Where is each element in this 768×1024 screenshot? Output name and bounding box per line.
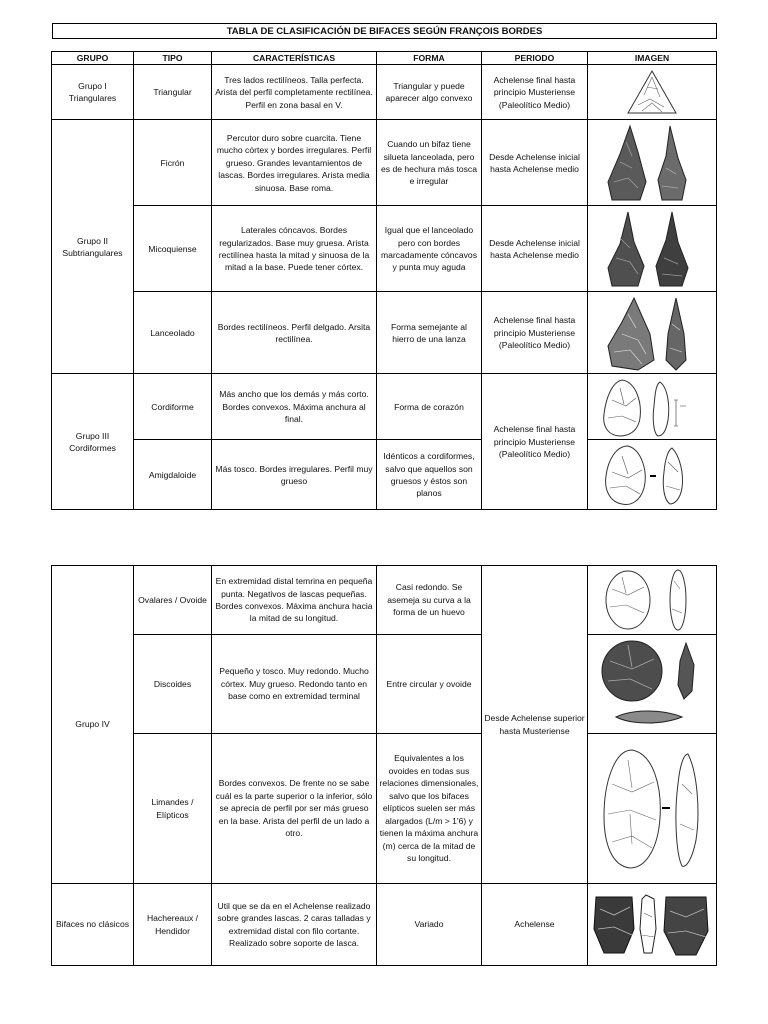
forma-cell: Triangular y puede aparecer algo convexo	[377, 65, 482, 120]
discoide-biface-photo-icon	[592, 637, 712, 731]
caracteristicas-cell: Tres lados rectilíneos. Talla perfecta. Arista del perfil completamente rectilínea. Perfil en zona basal en V.	[212, 65, 377, 120]
periodo-cell: Desde Achelense inicial hasta Achelense medio	[482, 120, 588, 206]
triangular-biface-drawing-icon	[592, 67, 712, 117]
forma-cell: Variado	[377, 884, 482, 966]
hendidor-biface-drawing-icon	[590, 889, 714, 961]
header-tipo: TIPO	[134, 52, 212, 65]
forma-cell: Casi redondo. Se asemeja su curva a la forma de un huevo	[377, 566, 482, 635]
tipo-cell: Lanceolado	[134, 292, 212, 374]
lanceolado-biface-photo-icon	[592, 294, 712, 372]
group-cell: Grupo I Triangulares	[52, 65, 134, 120]
table-row	[52, 120, 717, 206]
caracteristicas-cell: Más tosco. Bordes irregulares. Perfil muy grueso	[212, 440, 377, 510]
periodo-cell: Achelense final hasta principio Musteriense (Paleolítico Medio)	[482, 65, 588, 120]
forma-cell: Equivalentes a los ovoides en todas sus relaciones dimensionales, salvo que los bifaces elípticos suelen ser más alargados (L/m > 1'6) y tienen la máxima anchura (m) cerca de la mitad de su longitud.	[377, 734, 482, 884]
tipo-cell: Limandes / Elípticos	[134, 734, 212, 884]
forma-cell: Entre circular y ovoide	[377, 635, 482, 734]
group-cell: Grupo IV	[52, 566, 134, 884]
imagen-cell	[588, 635, 717, 734]
periodo-cell: Desde Achelense inicial hasta Achelense medio	[482, 206, 588, 292]
table-row	[52, 292, 717, 374]
table-row	[52, 374, 717, 440]
caracteristicas-cell: Util que se da en el Achelense realizado sobre grandes lascas. 2 caras talladas y extremidad distal con filo cortante. Realizado sobre soporte de lasca.	[212, 884, 377, 966]
imagen-cell	[588, 374, 717, 440]
biface-table-1	[51, 51, 717, 510]
periodo-cell: Achelense	[482, 884, 588, 966]
periodo-cell: Achelense final hasta principio Musteriense (Paleolítico Medio)	[482, 292, 588, 374]
imagen-cell	[588, 884, 717, 966]
header-caracteristicas: CARACTERÍSTICAS	[212, 52, 377, 65]
ovalar-biface-drawing-icon	[592, 567, 712, 633]
amigdaloide-biface-drawing-icon	[592, 442, 712, 508]
tipo-cell: Ficrón	[134, 120, 212, 206]
header-forma: FORMA	[377, 52, 482, 65]
forma-cell: Idénticos a cordiformes, salvo que aquellos son gruesos y éstos son planos	[377, 440, 482, 510]
header-periodo: PERIODO	[482, 52, 588, 65]
table-row	[52, 884, 717, 966]
table-row	[52, 734, 717, 884]
tipo-cell: Hachereaux / Hendidor	[134, 884, 212, 966]
forma-cell: Forma semejante al hierro de una lanza	[377, 292, 482, 374]
group-cell: Grupo III Cordiformes	[52, 374, 134, 510]
micoquiense-biface-photo-icon	[592, 208, 712, 290]
tipo-cell: Micoquiense	[134, 206, 212, 292]
tipo-cell: Triangular	[134, 65, 212, 120]
table-row	[52, 206, 717, 292]
group-cell: Bifaces no clásicos	[52, 884, 134, 966]
tipo-cell: Cordiforme	[134, 374, 212, 440]
periodo-cell: Achelense final hasta principio Musteriense (Paleolítico Medio)	[482, 374, 588, 510]
header-grupo: GRUPO	[52, 52, 134, 65]
table-row	[52, 65, 717, 120]
ficron-biface-photo-icon	[592, 122, 712, 204]
limande-biface-drawing-icon	[592, 744, 712, 874]
caracteristicas-cell: Laterales cóncavos. Bordes regularizados. Base muy gruesa. Arista rectilínea hasta la mitad y sinuosa de la mitad a la base. Puede tener córtex.	[212, 206, 377, 292]
table-row	[52, 635, 717, 734]
caracteristicas-cell: Percutor duro sobre cuarcita. Tiene mucho córtex y bordes irregulares. Perfil grueso. Grandes levantamientos de lascas. Bordes irregulares. Arista media sinuosa. Base roma.	[212, 120, 377, 206]
table-header-row	[52, 52, 717, 65]
cordiforme-biface-drawing-icon	[592, 376, 712, 438]
caracteristicas-cell: Más ancho que los demás y más corto. Bordes convexos. Máxima anchura al final.	[212, 374, 377, 440]
group-cell: Grupo II Subtriangulares	[52, 120, 134, 374]
tipo-cell: Amigdaloide	[134, 440, 212, 510]
caracteristicas-cell: Bordes convexos. De frente no se sabe cuál es la parte superior o la inferior, sólo se aprecia de perfil por ser más grueso en la base. Arista del perfil de un lado a otro.	[212, 734, 377, 884]
imagen-cell	[588, 120, 717, 206]
forma-cell: Forma de corazón	[377, 374, 482, 440]
imagen-cell	[588, 440, 717, 510]
periodo-cell: Desde Achelense superior hasta Musteriense	[482, 566, 588, 884]
caracteristicas-cell: Bordes rectilíneos. Perfil delgado. Arsita rectilínea.	[212, 292, 377, 374]
caracteristicas-cell: En extremidad distal temrina en pequeña punta. Negativos de lascas pequeñas. Bordes convexos. Máxima anchura hacia la mitad de su longitud.	[212, 566, 377, 635]
imagen-cell	[588, 206, 717, 292]
table-row	[52, 566, 717, 635]
forma-cell: Igual que el lanceolado pero con bordes marcadamente cóncavos y punta muy aguda	[377, 206, 482, 292]
biface-table-2	[51, 565, 717, 966]
header-imagen: IMAGEN	[588, 52, 717, 65]
caracteristicas-cell: Pequeño y tosco. Muy redondo. Mucho córtex. Muy grueso. Redondo tanto en base como en extremidad terminal	[212, 635, 377, 734]
imagen-cell	[588, 566, 717, 635]
imagen-cell	[588, 292, 717, 374]
imagen-cell	[588, 65, 717, 120]
tipo-cell: Discoides	[134, 635, 212, 734]
page-title: TABLA DE CLASIFICACIÓN DE BIFACES SEGÚN FRANÇOIS BORDES	[52, 23, 717, 39]
table-row	[52, 440, 717, 510]
tipo-cell: Ovalares / Ovoide	[134, 566, 212, 635]
imagen-cell	[588, 734, 717, 884]
forma-cell: Cuando un bifaz tiene silueta lanceolada, pero es de hechura más tosca e irregular	[377, 120, 482, 206]
